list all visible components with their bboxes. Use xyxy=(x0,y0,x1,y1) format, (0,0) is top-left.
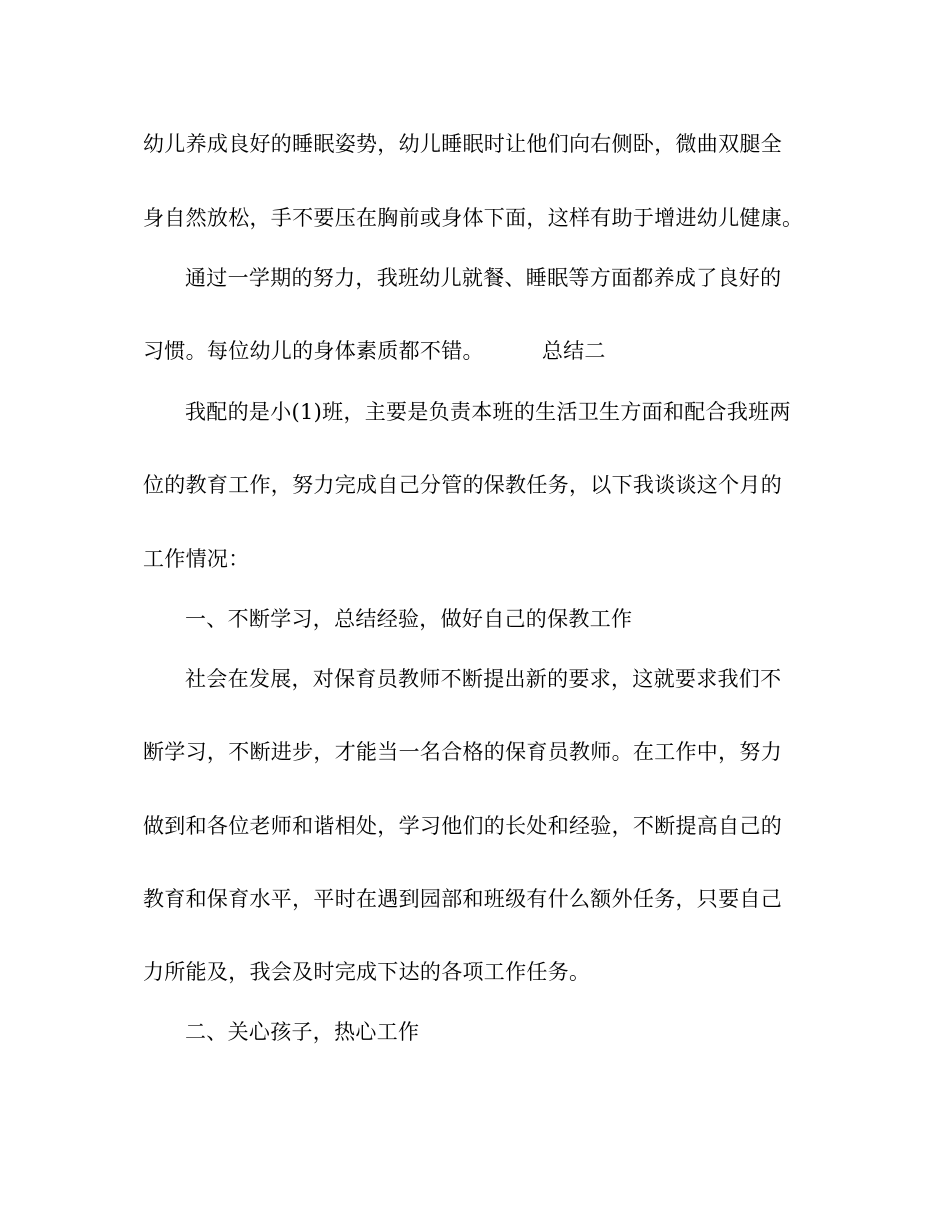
paragraph-line: 做到和各位老师和谐相处，学习他们的长处和经验，不断提高自己的 xyxy=(143,814,782,838)
section-heading: 总结二 xyxy=(541,339,606,363)
paragraph-line: 通过一学期的努力，我班幼儿就餐、睡眠等方面都养成了良好的 xyxy=(185,266,782,290)
section-heading: 二、关心孩子，热心工作 xyxy=(185,1020,420,1044)
section-heading: 一、不断学习，总结经验，做好自己的保教工作 xyxy=(185,607,633,631)
paragraph-line: 工作情况： xyxy=(143,547,250,571)
paragraph-line-text: 习惯。每位幼儿的身体素质都不错。 xyxy=(143,339,484,363)
paragraph-line: 位的教育工作，努力完成自己分管的保教任务，以下我谈谈这个月的 xyxy=(143,473,782,497)
paragraph-line: 我配的是小(1)班，主要是负责本班的生活卫生方面和配合我班两 xyxy=(185,400,791,424)
paragraph-line: 力所能及，我会及时完成下达的各项工作任务。 xyxy=(143,960,591,984)
paragraph-line: 幼儿养成良好的睡眠姿势，幼儿睡眠时让他们向右侧卧，微曲双腿全 xyxy=(143,132,782,156)
paragraph-line: 断学习，不断进步，才能当一名合格的保育员教师。在工作中，努力 xyxy=(143,740,782,764)
paragraph-line xyxy=(143,337,606,365)
paragraph-line: 教育和保育水平，平时在遇到园部和班级有什么额外任务，只要自己 xyxy=(143,887,782,911)
paragraph-line: 社会在发展，对保育员教师不断提出新的要求，这就要求我们不 xyxy=(185,667,782,691)
paragraph-line: 身自然放松，手不要压在胸前或身体下面，这样有助于增进幼儿健康。 xyxy=(143,206,804,230)
